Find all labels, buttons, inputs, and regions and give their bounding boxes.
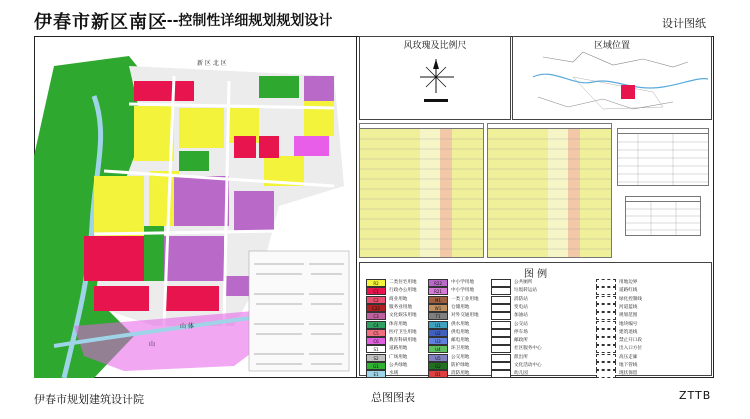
- legend-label: 消防用地: [451, 371, 470, 377]
- legend-label: 建筑退线: [619, 329, 638, 335]
- legend-swatch: U1: [428, 321, 448, 329]
- zone-residential-4: [94, 176, 144, 236]
- legend-swatch: [596, 304, 616, 312]
- zone-education-1: [294, 136, 329, 156]
- legend-swatch: S1: [366, 345, 386, 353]
- summary-table-1: [617, 128, 709, 186]
- info-panel: [357, 36, 714, 378]
- legend-swatch: E1: [366, 370, 386, 378]
- legend-label: 仓储用地: [451, 304, 470, 310]
- legend-label: 中小学用地: [451, 280, 474, 285]
- legend-swatch: G2: [428, 362, 448, 370]
- legend-label: 禁止开口段: [619, 338, 642, 344]
- legend-title: 图 例: [523, 269, 548, 280]
- legend-swatch: S2: [366, 354, 386, 362]
- legend-swatch: [491, 345, 511, 353]
- legend-swatch: U3: [428, 337, 448, 345]
- legend-swatch: [596, 312, 616, 320]
- table-1-grid: [360, 129, 484, 258]
- legend-label: 用地边界: [619, 280, 638, 285]
- legend-label: 出入口方位: [619, 346, 642, 352]
- zone-commercial-5: [164, 286, 219, 311]
- legend-label: 消防站: [514, 296, 528, 302]
- legend-label: 现状保留: [619, 371, 638, 377]
- legend-label: 邮政所: [514, 338, 528, 344]
- summary-table-2: [625, 196, 701, 236]
- compass-title: 风玫瑰及比例尺: [403, 41, 467, 51]
- legend-label: 医疗卫生用地: [389, 329, 417, 335]
- legend-label: 防护绿地: [451, 363, 470, 368]
- zone-commercial-4: [84, 236, 144, 281]
- legend-swatch: M1: [428, 296, 448, 304]
- land-use-map: [34, 36, 357, 378]
- legend-swatch: U5: [428, 354, 448, 362]
- sheet-code: ZTTB: [679, 389, 712, 402]
- legend-swatch: [596, 362, 616, 370]
- legend-label: 供水用地: [451, 321, 470, 327]
- legend-swatch: [491, 329, 511, 337]
- legend-swatch: [491, 279, 511, 287]
- zone-residential-7: [304, 96, 334, 136]
- legend-label: 变电站: [514, 304, 528, 310]
- legend-swatch: [491, 304, 511, 312]
- legend-label: 公交用地: [451, 354, 470, 360]
- legend-label: 公交站: [514, 321, 528, 327]
- legend-swatch: R2: [366, 279, 386, 287]
- legend-swatch: [596, 287, 616, 295]
- legend-label: 规划范围: [619, 313, 638, 319]
- zone-public-2: [174, 176, 229, 226]
- legend-swatch: [491, 354, 511, 362]
- summary-1-grid: [618, 134, 709, 186]
- legend-label: 幼儿园: [514, 371, 528, 377]
- legend-swatch: [491, 337, 511, 345]
- legend-label: 公共绿地: [389, 363, 408, 368]
- compass-box: [359, 36, 511, 120]
- legend-swatch: G1: [366, 362, 386, 370]
- legend-label: 体育用地: [389, 321, 408, 327]
- legend-swatch: [596, 370, 616, 378]
- legend-swatch: [596, 279, 616, 287]
- legend-label: 社区服务中心: [514, 346, 542, 352]
- plan-subtitle: ---控制性详细规划规划设计: [161, 13, 333, 29]
- legend-label: 文化娱乐用地: [389, 313, 417, 319]
- zone-commercial-3: [259, 136, 279, 158]
- legend-swatch: C2: [366, 296, 386, 304]
- legend-swatch: C4: [366, 321, 386, 329]
- zone-public-1: [304, 76, 334, 101]
- legend-label: 对外交通用地: [451, 313, 479, 319]
- legend-box: [359, 262, 712, 376]
- legend-label: 派出所: [514, 354, 528, 360]
- legend-label: 水域: [389, 371, 399, 377]
- wind-rose-icon: [360, 37, 512, 121]
- legend-label: 停车场: [514, 329, 528, 335]
- zone-public-5: [224, 276, 249, 296]
- legend-grid: [366, 278, 712, 380]
- plan-title: 伊春市新区南区: [34, 12, 167, 33]
- legend-label: 服务业用地: [389, 304, 412, 310]
- north-district-label: 新 区 北 区: [197, 60, 227, 67]
- zone-public-3: [234, 191, 274, 231]
- legend-swatch: R22: [428, 279, 448, 287]
- legend-label: 地下管线: [619, 363, 638, 368]
- legend-swatch: [491, 362, 511, 370]
- mountain-label: 山 体: [180, 323, 194, 330]
- zone-park-3: [259, 76, 299, 98]
- legend-swatch: W1: [428, 304, 448, 312]
- legend-label: 行政办公用地: [389, 288, 417, 294]
- table-2-grid: [488, 129, 612, 258]
- legend-swatch: D1: [428, 370, 448, 378]
- legend-label: 绿化控制线: [619, 296, 642, 302]
- legend-swatch: [596, 354, 616, 362]
- legend-swatch: [491, 312, 511, 320]
- legend-swatch: [491, 287, 511, 295]
- legend-label: 加油站: [514, 313, 528, 319]
- legend-label: 垃圾转运站: [514, 288, 537, 294]
- legend-label: 道路用地: [389, 346, 408, 352]
- legend-label: 一类工业用地: [451, 296, 479, 302]
- legend-swatch: C3: [366, 312, 386, 320]
- legend-swatch: C22: [366, 304, 386, 312]
- location-map-icon: [513, 37, 713, 121]
- legend-label: 道路红线: [619, 288, 638, 294]
- legend-swatch: C6: [366, 337, 386, 345]
- legend-label: 供电用地: [451, 329, 470, 335]
- land-use-map-svg: [34, 36, 357, 378]
- zone-commercial-6: [94, 286, 149, 311]
- zone-park-1: [179, 151, 209, 171]
- mountain-left-label: 山: [149, 341, 156, 348]
- legend-label: 河道蓝线: [619, 304, 638, 310]
- location-box: [512, 36, 712, 120]
- road-section-panel: [249, 251, 349, 371]
- legend-label: 邮电用地: [451, 338, 470, 344]
- zone-residential-2: [179, 108, 224, 148]
- zone-public-4: [164, 236, 224, 281]
- zone-commercial-1: [134, 81, 194, 101]
- legend-swatch: [596, 345, 616, 353]
- legend-swatch: U4: [428, 345, 448, 353]
- legend-label: 地块编号: [619, 321, 638, 327]
- legend-swatch: [596, 296, 616, 304]
- legend-swatch: [596, 329, 616, 337]
- legend-swatch: C1: [366, 287, 386, 295]
- legend-swatch: [596, 321, 616, 329]
- legend-label: 高压走廊: [619, 354, 638, 360]
- location-title: 区域位置: [593, 41, 630, 51]
- legend-swatch: [596, 337, 616, 345]
- design-drawings-label: 设计图纸: [662, 17, 706, 30]
- legend-label: 文化活动中心: [514, 363, 542, 368]
- sheet-name: 总图图表: [371, 391, 415, 404]
- legend-swatch: [491, 370, 511, 378]
- legend-label: 二类住宅用地: [389, 280, 417, 285]
- legend-swatch: [491, 321, 511, 329]
- legend-label: 环卫用地: [451, 346, 470, 352]
- zone-commercial-2: [234, 136, 256, 158]
- legend-swatch: R21: [428, 287, 448, 295]
- legend-swatch: C5: [366, 329, 386, 337]
- location-highlight: [621, 85, 635, 99]
- zone-residential-1: [134, 106, 174, 161]
- legend-swatch: T1: [428, 312, 448, 320]
- summary-2-grid: [626, 202, 701, 236]
- legend-label: 中小学用地: [451, 288, 474, 294]
- legend-label: 商业用地: [389, 296, 408, 302]
- land-use-table-2: [487, 123, 612, 258]
- legend-label: 广场用地: [389, 354, 408, 360]
- legend-label: 教育科研用地: [389, 338, 417, 344]
- legend-label: 公共厕所: [514, 280, 533, 285]
- legend-swatch: [491, 296, 511, 304]
- legend-swatch: U2: [428, 329, 448, 337]
- land-use-table-1: [359, 123, 484, 258]
- institute-name: 伊春市规划建筑设计院: [34, 393, 144, 406]
